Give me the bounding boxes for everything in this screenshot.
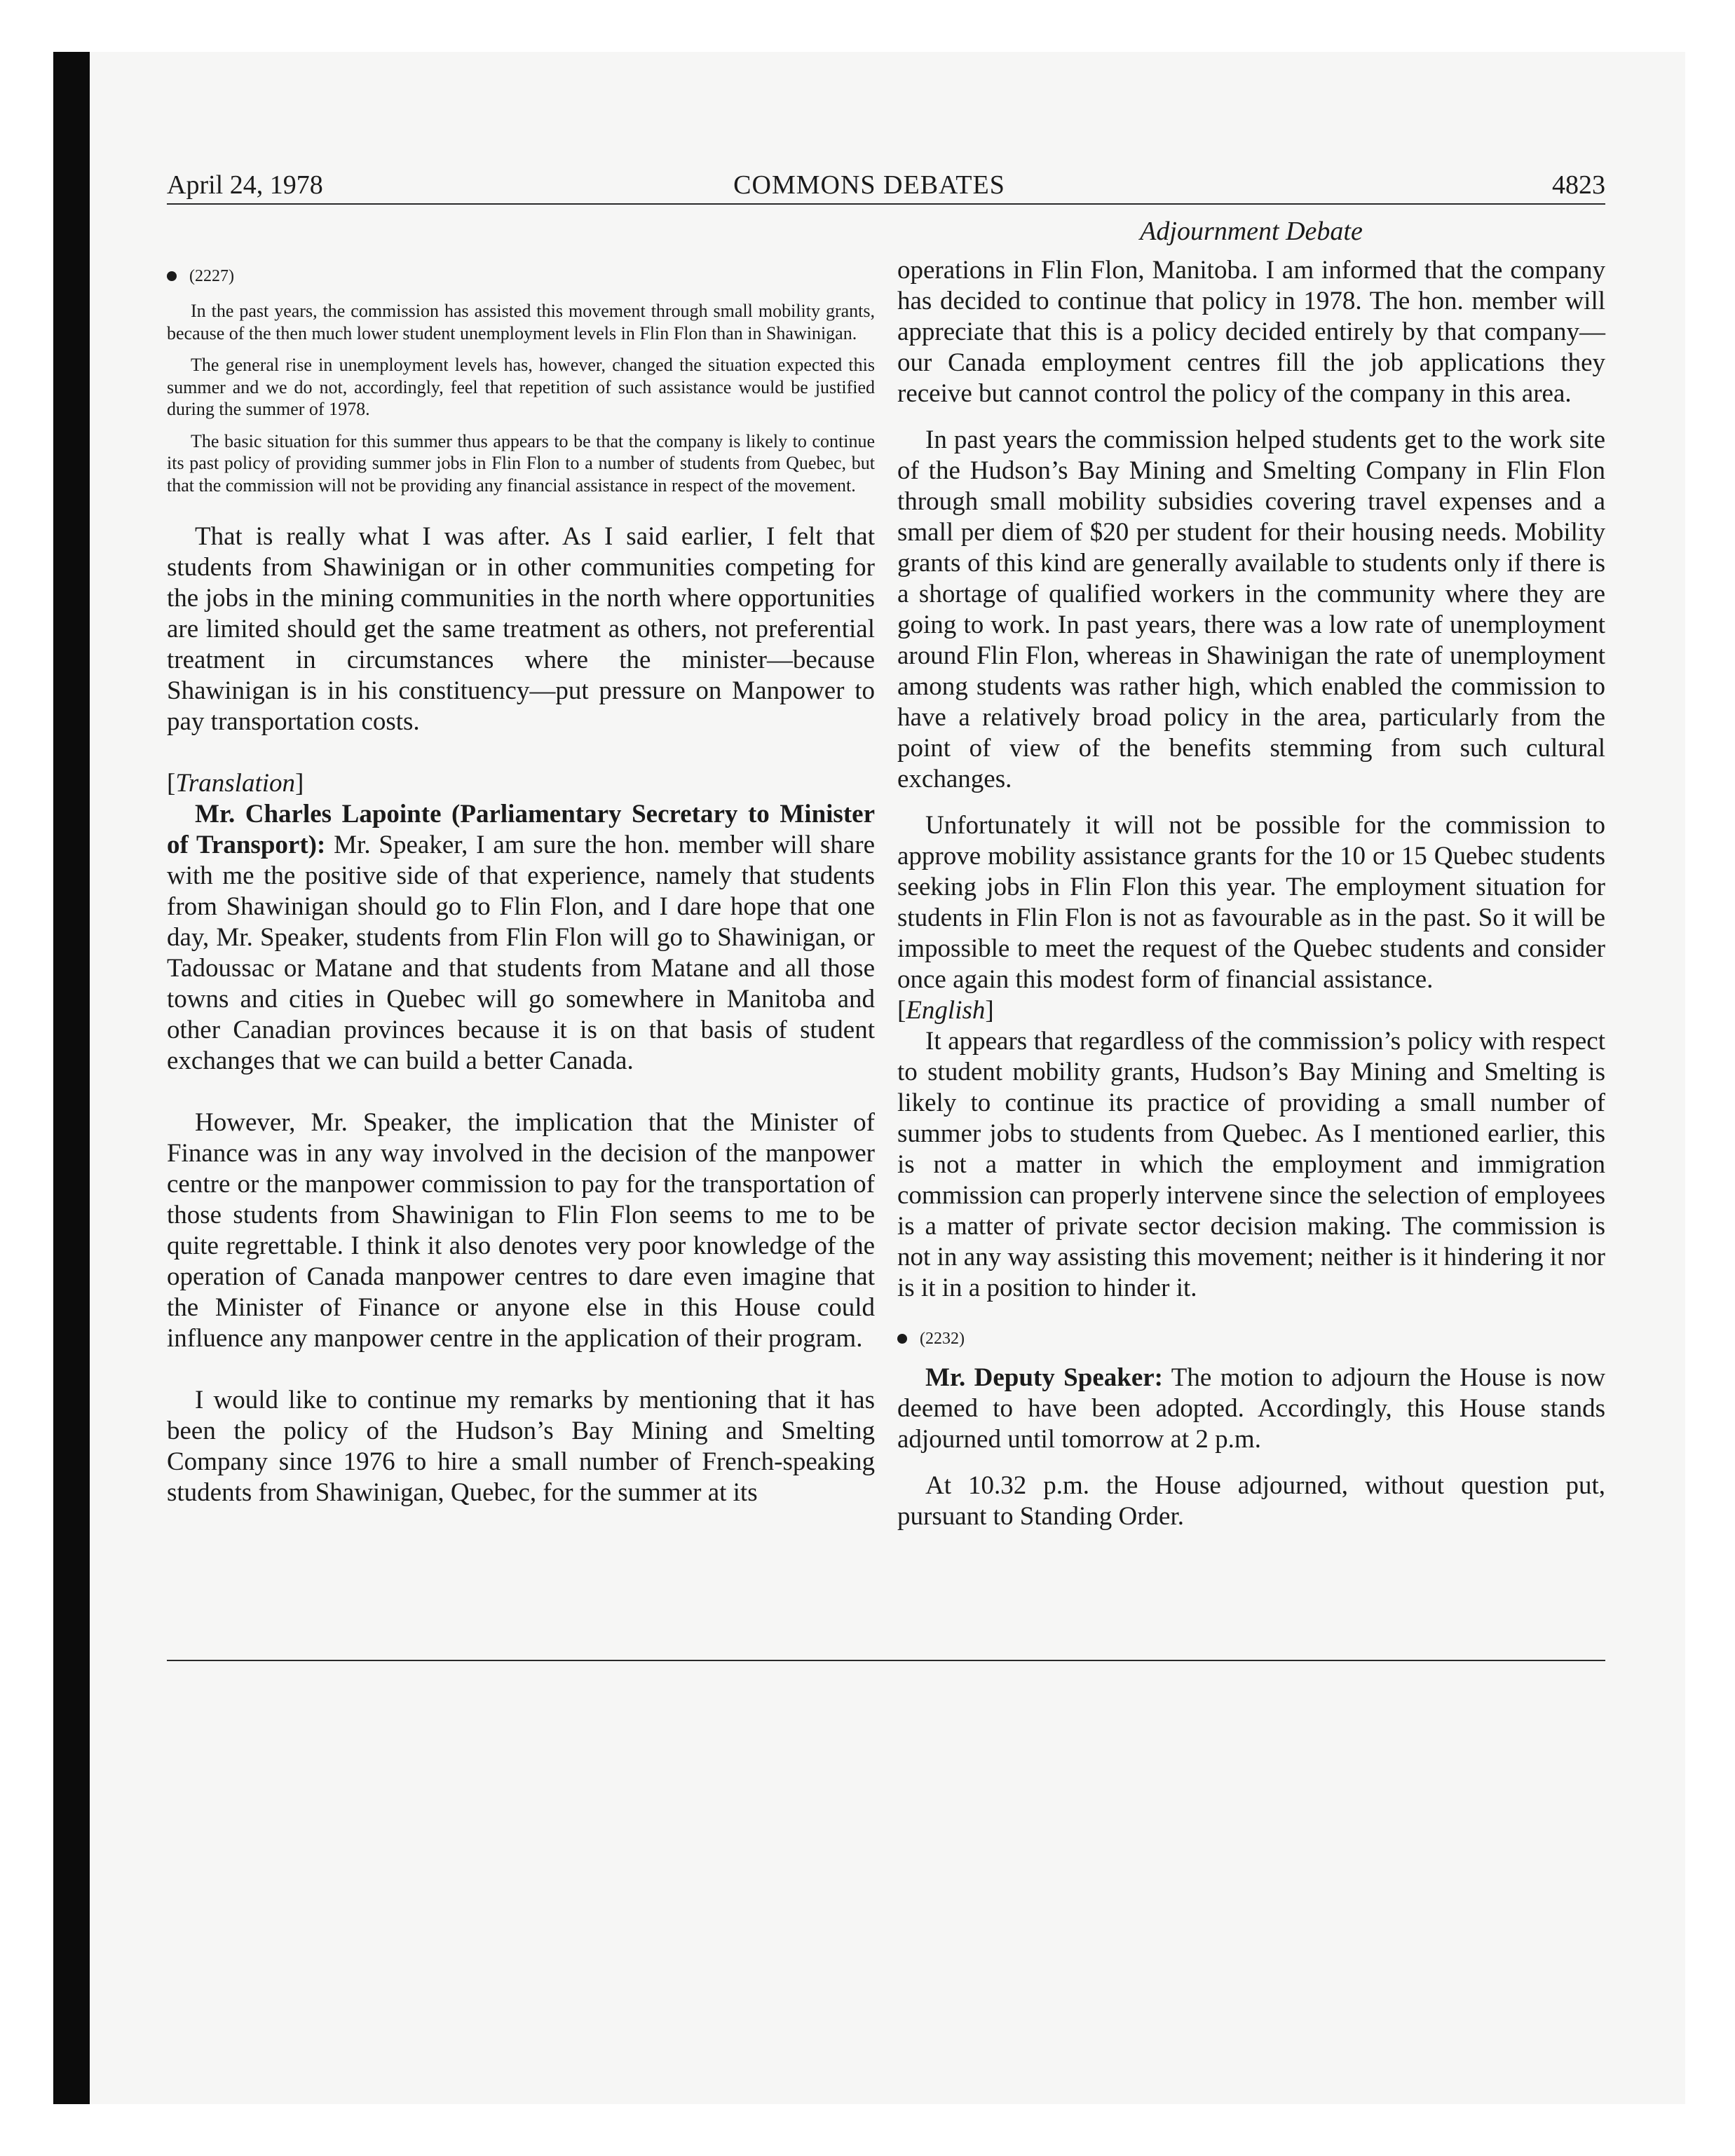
time-marker — [897, 1325, 1605, 1353]
paragraph: It appears that regardless of the commission’s policy with respect to student mobility grants, Hudson’s Bay Mining and Smelting is likely to continue its practice of providing a small number of summer jobs to students from Quebec. As I mentioned earlier, this is not a matter in which the employment and immigration commission can properly intervene since the selection of employees is a matter of private sector decision making. The commission is not in any way assisting this movement; neither is it hindering it nor is it in a position to hinder it. — [897, 1027, 1605, 1302]
footer-rule — [167, 1660, 1605, 1661]
paragraph: Unfortunately it will not be possible for the commission to approve mobility assistance grants for the 10 or 15 Quebec students seeking jobs in Flin Flon this year. The employment situation for students in Flin Flon is not as favourable as in the past. So it will be impossible to meet the request of the Quebec students and consider once again this modest form of financial assistance. — [897, 811, 1605, 994]
header-page-number: 4823 — [1552, 170, 1605, 200]
header-title: COMMONS DEBATES — [733, 170, 1005, 200]
speech-text: The motion to adjourn the House is now deemed to have been adopted. Accordingly, this House stands adjourned until tomorrow at 2 p.m. — [897, 1363, 1606, 1454]
right-column — [897, 255, 1605, 1532]
speaker-name: Mr. Charles Lapointe (Parliamentary Secretary to Minister of Transport): — [167, 800, 875, 859]
running-head: Adjournment Debate — [1140, 217, 1363, 246]
time-marker — [167, 262, 875, 290]
language-label: [Translation] — [167, 769, 304, 798]
paragraph: At 10.32 p.m. the House adjourned, without question put, pursuant to Standing Order. — [897, 1471, 1605, 1531]
speaker-name: Mr. Deputy Speaker: — [925, 1363, 1163, 1392]
paragraph: That is really what I was after. As I said earlier, I felt that students from Shawinigan or in other communities competing for the jobs in the mining communities in the north where opportunities are limited should get the same treatment as others, not preferential treatment in circumstances where the minister—because Shawinigan is in his constituency—put pressure on Manpower to pay transportation costs. — [167, 522, 875, 736]
header-date: April 24, 1978 — [167, 170, 323, 200]
time-marker-label: (2232) — [920, 1330, 965, 1348]
time-marker-label: (2227) — [189, 267, 234, 285]
translation-label: Translation — [175, 769, 296, 798]
english-label: English — [906, 996, 986, 1025]
speech-paragraph — [897, 1363, 1605, 1455]
speech-text: Mr. Speaker, I am sure the hon. member will share with me the positive side of that experience, namely that students from Shawinigan should go to Flin Flon, and I dare hope that one day, Mr. Speaker, students from Flin Flon will go to Shawinigan, or Tadoussac or Matane and that students from Matane and all those towns and cities in Quebec will go somewhere in Manitoba and other Canadian provinces because it is on that basis of student exchanges that we can build a better Canada. — [167, 831, 876, 1075]
speech-paragraph — [167, 799, 875, 1077]
quote-paragraph: In the past years, the commission has assisted this movement through small mobility grants, because of the then much lower student unemployment levels in Flin Flon than in Shawinigan. — [167, 301, 875, 343]
header-rule — [167, 203, 1605, 205]
language-label: [English] — [897, 996, 994, 1025]
bullet-icon — [897, 1334, 907, 1344]
scanned-page — [53, 52, 1685, 2104]
quote-paragraph: The basic situation for this summer thus appears to be that the company is likely to continue its past policy of providing summer jobs in Flin Flon to a number of students from Quebec, but that the commission will not be providing any financial assistance in respect of the movement. — [167, 430, 875, 496]
paragraph: I would like to continue my remarks by mentioning that it has been the policy of the Hudson’s Bay Mining and Smelting Company since 1976 to hire a small number of French-speaking students from Shawinigan, Quebec, for the summer at its — [167, 1386, 875, 1507]
scan-dark-edge — [53, 52, 90, 2104]
bullet-icon — [167, 271, 177, 281]
left-column — [167, 262, 875, 1508]
paragraph: However, Mr. Speaker, the implication that the Minister of Finance was in any way involved in the decision of the manpower centre or the manpower commission to pay for the transportation of those students from Shawinigan to Flin Flon seems to me to be quite regrettable. I think it also denotes very poor knowledge of the operation of Canada manpower centres to dare even imagine that the Minister of Finance or anyone else in this House could influence any manpower centre in the application of their program. — [167, 1108, 875, 1353]
quote-paragraph: The general rise in unemployment levels has, however, changed the situation expected this summer and we do not, accordingly, feel that repetition of such assistance would be justified during the summer of 1978. — [167, 355, 875, 419]
paragraph: In past years the commission helped students get to the work site of the Hudson’s Bay Mining and Smelting Company in Flin Flon through small mobility subsidies covering travel expenses and a small per diem of $20 per student for their housing needs. Mobility grants of this kind are generally available to students only if there is a shortage of qualified workers in the community where they are going to work. In past years, there was a low rate of unemployment around Flin Flon, whereas in Shawinigan the rate of unemployment among students was rather high, which enabled the commission to have a relatively broad policy in the area, particularly from the point of view of the benefits stemming from such cultural exchanges. — [897, 425, 1605, 793]
paragraph: operations in Flin Flon, Manitoba. I am informed that the company has decided to continue that policy in 1978. The hon. member will appreciate that this is a policy decided entirely by that company—our Canada employment centres fill the job applications they receive but cannot control the policy of the company in this area. — [897, 256, 1605, 408]
